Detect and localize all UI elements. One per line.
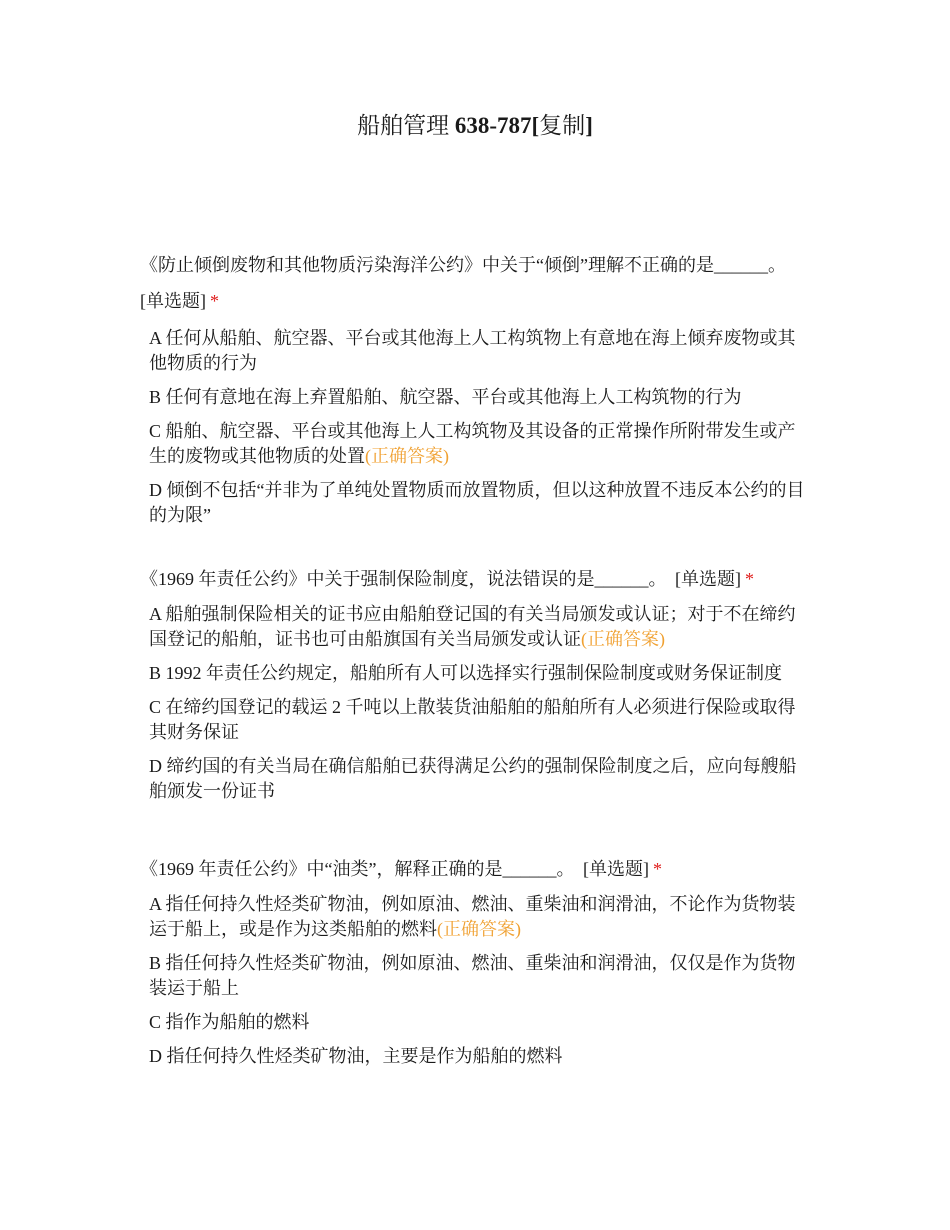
option-a[interactable]	[149, 326, 809, 376]
option-text: D 缔约国的有关当局在确信船舶已获得满足公约的强制保险制度之后，应向每艘船舶颁发一份证书	[149, 756, 797, 801]
correct-answer-label: (正确答案)	[581, 629, 665, 649]
option-a[interactable]	[149, 602, 809, 652]
correct-answer-label: (正确答案)	[437, 919, 521, 939]
title-copy: 复制	[539, 113, 586, 138]
option-text: B 任何有意地在海上弃置船舶、航空器、平台或其他海上人工构筑物的行为	[149, 387, 742, 407]
title-number: 638-787[	[449, 113, 540, 138]
option-text: D 倾倒不包括“并非为了单纯处置物质而放置物质，但以这种放置不违反本公约的目的为限”	[149, 480, 805, 525]
options-list	[140, 602, 809, 804]
required-mark: *	[652, 859, 662, 879]
option-text: A 指任何持久性烃类矿物油，例如原油、燃油、重柴油和润滑油，不论作为货物装运于船上，或是作为这类船舶的燃料	[149, 894, 796, 939]
question-type-line	[140, 288, 820, 314]
question-stem	[140, 566, 820, 592]
correct-answer-label: (正确答案)	[365, 446, 449, 466]
option-d[interactable]	[149, 754, 809, 804]
question-1	[140, 252, 820, 537]
option-a[interactable]	[149, 892, 809, 942]
question-type: [单选题]	[140, 291, 206, 311]
question-stem-text: 《1969 年责任公约》中“油类”，解释正确的是______。	[140, 859, 575, 879]
question-type: [单选题]	[582, 859, 649, 879]
option-d[interactable]	[149, 1044, 809, 1069]
option-c[interactable]	[149, 1010, 809, 1035]
option-b[interactable]	[149, 385, 809, 410]
title-suffix: ]	[585, 113, 593, 138]
option-text: B 指任何持久性烃类矿物油，例如原油、燃油、重柴油和润滑油，仅仅是作为货物装运于船上	[149, 953, 796, 998]
title-prefix: 船舶管理	[357, 113, 450, 138]
option-d[interactable]	[149, 478, 809, 528]
options-list	[140, 326, 809, 528]
option-text: C 船舶、航空器、平台或其他海上人工构筑物及其设备的正常操作所附带发生或产生的废物或其他物质的处置	[149, 421, 796, 466]
question-type: [单选题]	[675, 569, 741, 589]
question-stem	[140, 856, 820, 882]
option-c[interactable]	[149, 419, 809, 469]
question-3	[140, 856, 820, 1078]
option-text: A 船舶强制保险相关的证书应由船舶登记国的有关当局颁发或认证；对于不在缔约国登记的船舶，证书也可由船旗国有关当局颁发或认证	[149, 604, 796, 649]
required-mark: *	[745, 569, 754, 589]
option-text: D 指任何持久性烃类矿物油，主要是作为船舶的燃料	[149, 1046, 563, 1066]
option-b[interactable]	[149, 951, 809, 1001]
page-title	[0, 108, 950, 144]
question-2	[140, 566, 820, 813]
question-stem-text: 《1969 年责任公约》中关于强制保险制度，说法错误的是______。	[140, 569, 667, 589]
option-text: A 任何从船舶、航空器、平台或其他海上人工构筑物上有意地在海上倾弃废物或其他物质的行为	[149, 328, 796, 373]
option-b[interactable]	[149, 661, 809, 686]
option-text: C 指作为船舶的燃料	[149, 1012, 310, 1032]
option-c[interactable]	[149, 695, 809, 745]
question-stem: 《防止倾倒废物和其他物质污染海洋公约》中关于“倾倒”理解不正确的是______。	[140, 255, 786, 275]
required-mark: *	[210, 291, 219, 311]
option-text: B 1992 年责任公约规定，船舶所有人可以选择实行强制保险制度或财务保证制度	[149, 663, 783, 683]
options-list	[140, 892, 809, 1069]
option-text: C 在缔约国登记的载运 2 千吨以上散装货油船舶的船舶所有人必须进行保险或取得其财务保证	[149, 697, 796, 742]
